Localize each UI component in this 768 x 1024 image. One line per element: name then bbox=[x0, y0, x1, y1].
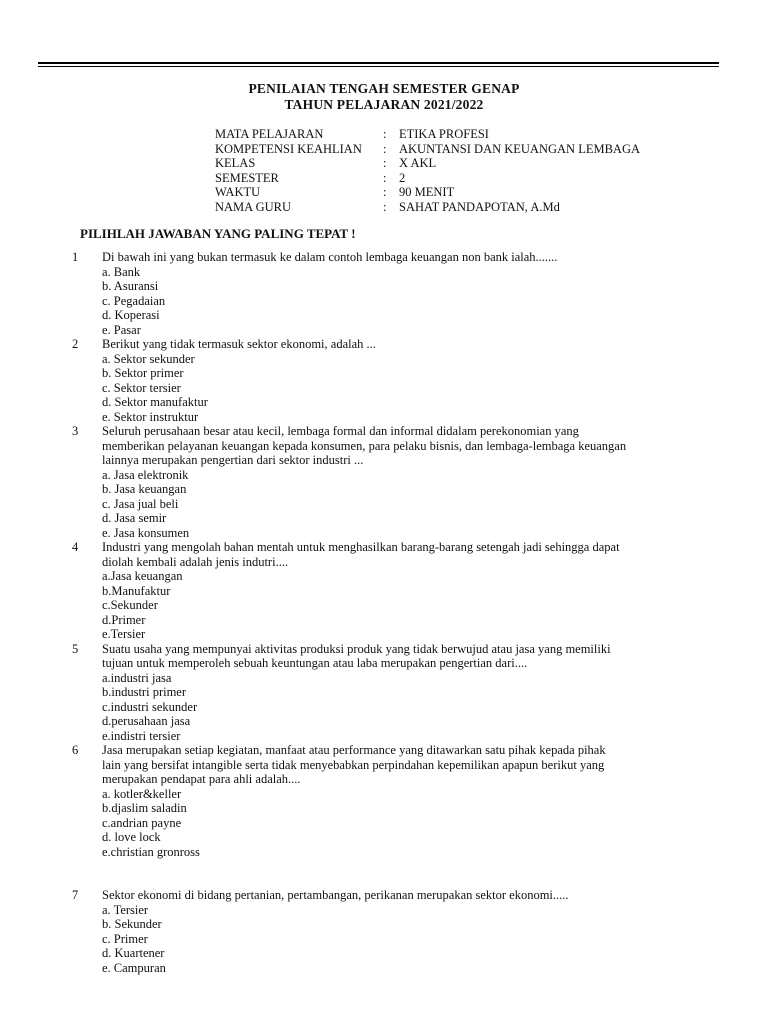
question-body bbox=[102, 888, 692, 975]
answer-option: e. Sektor instruktur bbox=[102, 409, 199, 424]
exam-info-colon: : bbox=[383, 127, 387, 141]
question-item bbox=[72, 743, 692, 859]
question-text: Berikut yang tidak termasuk sektor ekonomi, adalah ... bbox=[102, 337, 376, 351]
answer-option: b. Jasa keuangan bbox=[102, 482, 187, 496]
exam-info-label: NAMA GURU bbox=[215, 199, 292, 214]
answer-option: d. love lock bbox=[102, 830, 161, 844]
answer-option: e.christian gronross bbox=[102, 844, 200, 859]
question-body bbox=[102, 424, 692, 540]
answer-option: a. Tersier bbox=[102, 902, 149, 917]
question-body bbox=[102, 743, 692, 859]
question-text: Jasa merupakan setiap kegiatan, manfaat atau performance yang ditawarkan satu pihak kepada pihak lain yang bersifat intangible serta tidak menyebabkan perpindahan kepemilikan apapun berikut yang merupakan pendapat para ahli adalah.... bbox=[102, 743, 606, 786]
question-item bbox=[72, 642, 692, 744]
question-body bbox=[102, 250, 692, 337]
exam-info-colon: : bbox=[383, 170, 387, 185]
exam-info-value: ETIKA PROFESI bbox=[399, 127, 489, 141]
exam-info-row bbox=[215, 127, 640, 142]
exam-info-row bbox=[215, 185, 640, 200]
exam-info-value: 90 MENIT bbox=[399, 185, 455, 199]
question-item bbox=[72, 250, 692, 337]
answer-option: e.indistri tersier bbox=[102, 728, 181, 743]
question-text: Sektor ekonomi di bidang pertanian, pertambangan, perikanan merupakan sektor ekonomi..... bbox=[102, 888, 569, 902]
question-text: Seluruh perusahaan besar atau kecil, lembaga formal dan informal didalam perekonomian yang memberikan pelayanan keuangan kepada konsumen, para pelaku bisnis, dan lembaga-lembaga keuangan lainnya merupakan pengertian dari sektor industri ... bbox=[102, 424, 627, 467]
question-item bbox=[72, 424, 692, 540]
instruction-text: PILIHLAH JAWABAN YANG PALING TEPAT ! bbox=[80, 226, 356, 241]
answer-option: c.andrian payne bbox=[102, 815, 182, 830]
answer-option: c.industri sekunder bbox=[102, 699, 198, 714]
answer-option: d.perusahaan jasa bbox=[102, 714, 191, 728]
exam-info-row bbox=[215, 200, 640, 215]
answer-option: a. Bank bbox=[102, 264, 141, 279]
question-number: 4 bbox=[72, 540, 79, 554]
answer-option: a.industri jasa bbox=[102, 670, 172, 685]
exam-info-colon: : bbox=[383, 185, 387, 199]
exam-info-row bbox=[215, 171, 640, 186]
question-item bbox=[72, 888, 692, 975]
question-text: Industri yang mengolah bahan mentah untuk menghasilkan barang-barang setengah jadi sehingga dapat diolah kembali adalah jenis indutri.... bbox=[102, 540, 620, 569]
question-number: 3 bbox=[72, 424, 79, 438]
exam-info-value: X AKL bbox=[399, 156, 437, 170]
question-text: Di bawah ini yang bukan termasuk ke dalam contoh lembaga keuangan non bank ialah....... bbox=[102, 250, 558, 264]
exam-info-label: KOMPETENSI KEAHLIAN bbox=[215, 141, 362, 156]
question-number: 5 bbox=[72, 641, 79, 656]
exam-info-label: SEMESTER bbox=[215, 170, 279, 185]
question-text: Suatu usaha yang mempunyai aktivitas produksi produk yang tidak berwujud atau jasa yang memiliki tujuan untuk memperoleh sebuah keuntungan atau laba merupakan pengertian dari.... bbox=[102, 641, 611, 670]
question-list bbox=[72, 250, 692, 975]
question-item bbox=[72, 540, 692, 642]
exam-info-value: AKUNTANSI DAN KEUANGAN LEMBAGA bbox=[399, 141, 640, 156]
exam-info-colon: : bbox=[383, 141, 387, 156]
exam-info-label: MATA PELAJARAN bbox=[215, 127, 324, 141]
exam-info-colon: : bbox=[383, 156, 387, 170]
header-rule-thick bbox=[38, 62, 719, 64]
answer-option: e. Jasa konsumen bbox=[102, 525, 190, 540]
answer-option: c. Jasa jual beli bbox=[102, 496, 179, 511]
answer-option: c. Primer bbox=[102, 931, 148, 946]
answer-option: b.djaslim saladin bbox=[102, 801, 187, 815]
exam-info-value: SAHAT PANDAPOTAN, A.Md bbox=[399, 199, 560, 214]
question-number: 1 bbox=[72, 250, 79, 264]
header-rule-thin bbox=[38, 66, 719, 67]
answer-option: b.Manufaktur bbox=[102, 583, 171, 598]
answer-option: e. Pasar bbox=[102, 322, 141, 337]
answer-option: a. Sektor sekunder bbox=[102, 351, 195, 366]
exam-info-colon: : bbox=[383, 199, 387, 214]
exam-info-row bbox=[215, 156, 640, 171]
answer-option: c. Pegadaian bbox=[102, 293, 166, 308]
answer-option: b. Sektor primer bbox=[102, 366, 184, 380]
question-item bbox=[72, 337, 692, 424]
question-number: 2 bbox=[72, 337, 79, 351]
question-body bbox=[102, 540, 692, 642]
answer-option: a. kotler&keller bbox=[102, 786, 182, 801]
exam-info-label: KELAS bbox=[215, 156, 256, 170]
exam-info-label: WAKTU bbox=[215, 185, 261, 199]
exam-info-table bbox=[215, 127, 640, 214]
answer-option: d. Kuartener bbox=[102, 946, 165, 960]
answer-option: c.Sekunder bbox=[102, 598, 158, 612]
question-number: 6 bbox=[72, 743, 79, 757]
answer-option: d.Primer bbox=[102, 612, 146, 627]
answer-option: c. Sektor tersier bbox=[102, 380, 181, 395]
answer-option: b. Asuransi bbox=[102, 279, 159, 293]
document-subtitle: TAHUN PELAJARAN 2021/2022 bbox=[284, 97, 484, 112]
exam-info-value: 2 bbox=[399, 170, 406, 185]
answer-option: a.Jasa keuangan bbox=[102, 569, 183, 583]
answer-option: d. Jasa semir bbox=[102, 511, 167, 525]
answer-option: a. Jasa elektronik bbox=[102, 467, 189, 482]
question-body bbox=[102, 337, 692, 424]
document-title: PENILAIAN TENGAH SEMESTER GENAP bbox=[248, 81, 520, 96]
exam-info-row bbox=[215, 142, 640, 157]
answer-option: e. Campuran bbox=[102, 960, 166, 975]
question-number: 7 bbox=[72, 888, 79, 902]
answer-option: e.Tersier bbox=[102, 627, 146, 641]
answer-option: d. Koperasi bbox=[102, 308, 160, 322]
question-body bbox=[102, 642, 692, 744]
answer-option: d. Sektor manufaktur bbox=[102, 395, 208, 409]
answer-option: b.industri primer bbox=[102, 685, 187, 699]
answer-option: b. Sekunder bbox=[102, 917, 162, 931]
